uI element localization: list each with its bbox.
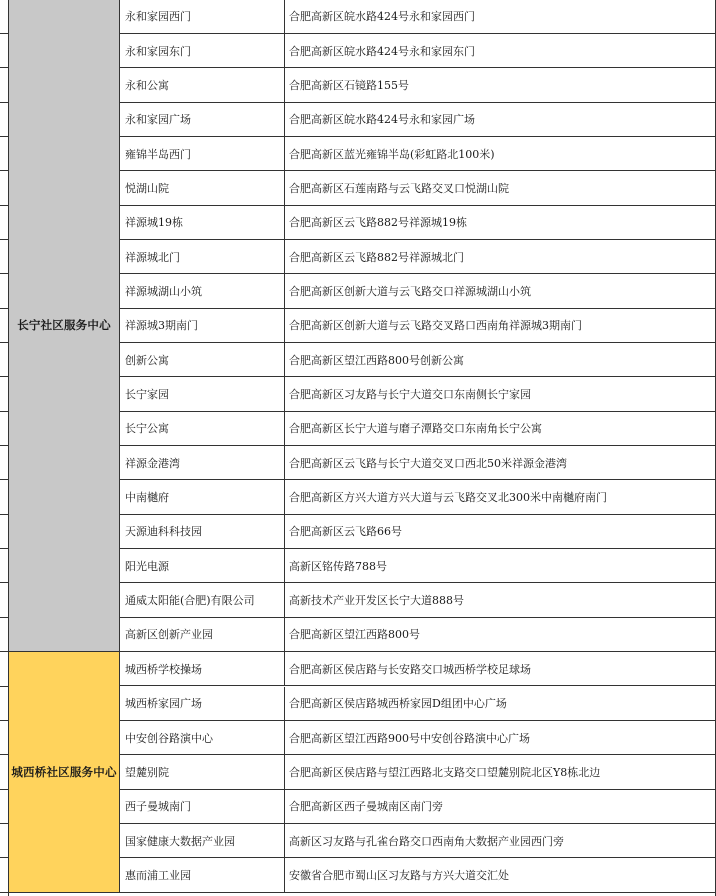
- location-name-cell: 祥源城3期南门: [120, 309, 285, 342]
- table-row: [120, 583, 716, 617]
- table-row: [120, 755, 716, 789]
- location-name-cell: 中南樾府: [120, 480, 285, 513]
- address-cell: 合肥高新区望江西路900号中安创谷路演中心广场: [289, 731, 530, 745]
- address-cell: 合肥高新区习友路与长宁大道交口东南侧长宁家园: [289, 388, 531, 402]
- address-cell: 合肥高新区云飞路882号祥源城19栋: [289, 216, 467, 230]
- location-name-cell: 国家健康大数据产业园: [120, 824, 285, 857]
- location-name-cell: 永和家园东门: [120, 34, 285, 67]
- table-row: [120, 34, 716, 68]
- location-name-cell: 中安创谷路演中心: [120, 721, 285, 754]
- location-name-cell: 阳光电源: [120, 549, 285, 582]
- address-cell: 合肥高新区石镜路155号: [289, 78, 409, 92]
- location-name-cell: 长宁家园: [120, 377, 285, 410]
- table-row: [120, 240, 716, 274]
- location-name-cell: 永和家园广场: [120, 103, 285, 136]
- location-name-cell: 祥源城湖山小筑: [120, 274, 285, 307]
- service-center-group-cell: 长宁社区服务中心: [9, 0, 120, 652]
- table-row: [120, 274, 716, 308]
- table-row: [120, 137, 716, 171]
- address-cell: 合肥高新区皖水路424号永和家园广场: [289, 113, 475, 127]
- address-cell: 合肥高新区创新大道与云飞路交口祥源城湖山小筑: [289, 284, 531, 298]
- table-row: [120, 171, 716, 205]
- address-cell: 安徽省合肥市蜀山区习友路与方兴大道交汇处: [289, 868, 509, 882]
- address-cell: 合肥高新区侯店路城西桥家园D组团中心广场: [289, 697, 507, 711]
- table-row: [120, 0, 716, 34]
- address-cell: 合肥高新区望江西路800号创新公寓: [289, 353, 464, 367]
- address-cell: 合肥高新区皖水路424号永和家园东门: [289, 44, 475, 58]
- address-cell: 合肥高新区石莲南路与云飞路交叉口悦湖山院: [289, 181, 509, 195]
- location-name-cell: 长宁公寓: [120, 412, 285, 445]
- location-name-cell: 祥源城北门: [120, 240, 285, 273]
- table-row: [120, 790, 716, 824]
- table-row: [120, 377, 716, 411]
- location-name-cell: 祥源金港湾: [120, 446, 285, 479]
- table-row: [120, 549, 716, 583]
- address-cell: 合肥高新区望江西路800号: [289, 628, 420, 642]
- table-row: [120, 687, 716, 721]
- table-row: [120, 446, 716, 480]
- address-cell: 高新区铭传路788号: [289, 559, 387, 573]
- address-cell: 合肥高新区西子曼城南区南门旁: [289, 800, 443, 814]
- address-cell: 合肥高新区侯店路与望江西路北支路交口望麓别院北区Y8栋北边: [289, 765, 601, 779]
- location-name-cell: 通威太阳能(合肥)有限公司: [120, 583, 285, 616]
- table-row: [120, 103, 716, 137]
- address-cell: 合肥高新区方兴大道方兴大道与云飞路交叉北300米中南樾府南门: [289, 491, 607, 505]
- table-row: [120, 618, 716, 652]
- location-name-cell: 西子曼城南门: [120, 790, 285, 823]
- location-name-cell: 城西桥学校操场: [120, 652, 285, 685]
- location-name-cell: 创新公寓: [120, 343, 285, 376]
- table-row: [120, 68, 716, 102]
- location-name-cell: 永和公寓: [120, 68, 285, 101]
- location-name-cell: 祥源城19栋: [120, 206, 285, 239]
- address-cell: 高新区习友路与孔雀台路交口西南角大数据产业园西门旁: [289, 834, 564, 848]
- table-row: [120, 515, 716, 549]
- address-cell: 合肥高新区云飞路882号祥源城北门: [289, 250, 464, 264]
- service-center-group-cell: 城西桥社区服务中心: [9, 652, 120, 892]
- location-name-cell: 永和家园西门: [120, 0, 285, 33]
- left-column: [0, 0, 9, 896]
- location-name-cell: 城西桥家园广场: [120, 687, 285, 720]
- location-name-cell: 高新区创新产业园: [120, 618, 285, 651]
- table-row: [120, 206, 716, 240]
- table-row: [120, 858, 716, 892]
- table-row: [120, 824, 716, 858]
- address-cell: 合肥高新区蓝光雍锦半岛(彩虹路北100米): [289, 147, 495, 161]
- location-name-cell: 雍锦半岛西门: [120, 137, 285, 170]
- location-name-cell: 惠而浦工业园: [120, 858, 285, 891]
- table-row: [120, 721, 716, 755]
- address-cell: 高新技术产业开发区长宁大道888号: [289, 594, 464, 608]
- table-row: [120, 309, 716, 343]
- location-name-cell: 天源迪科科技园: [120, 515, 285, 548]
- table-row: [120, 343, 716, 377]
- address-cell: 合肥高新区长宁大道与磨子潭路交口东南角长宁公寓: [289, 422, 542, 436]
- location-name-cell: 望麓别院: [120, 755, 285, 788]
- location-name-cell: 悦湖山院: [120, 171, 285, 204]
- table-row: [120, 652, 716, 686]
- address-cell: 合肥高新区皖水路424号永和家园西门: [289, 10, 475, 24]
- table-row: [120, 480, 716, 514]
- address-cell: 合肥高新区侯店路与长安路交口城西桥学校足球场: [289, 662, 531, 676]
- address-cell: 合肥高新区云飞路与长宁大道交叉口西北50米祥源金港湾: [289, 456, 567, 470]
- address-cell: 合肥高新区创新大道与云飞路交叉路口西南角祥源城3期南门: [289, 319, 582, 333]
- table-row: [120, 412, 716, 446]
- address-cell: 合肥高新区云飞路66号: [289, 525, 402, 539]
